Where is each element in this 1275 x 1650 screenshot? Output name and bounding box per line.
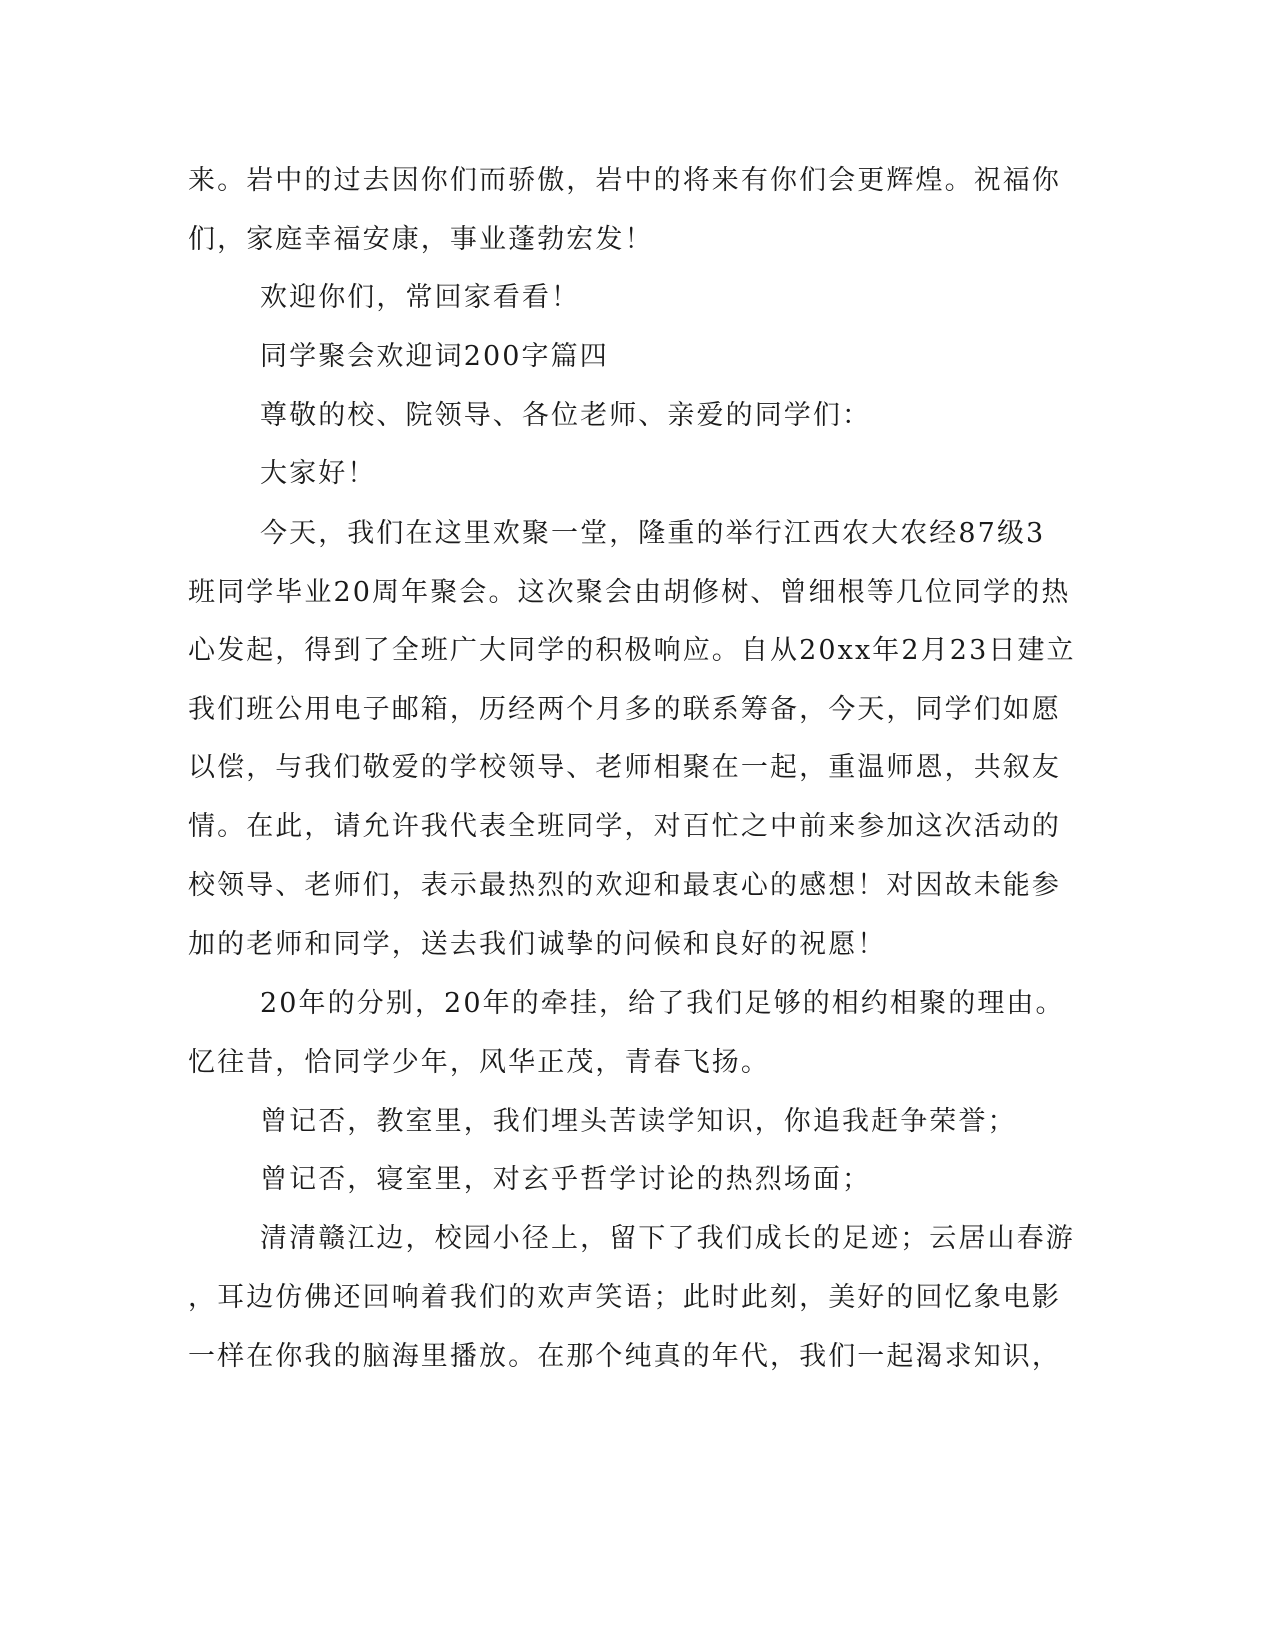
text-line: 今天，我们在这里欢聚一堂，隆重的举行江西农大农经87级3 (260, 518, 1046, 549)
text-line: 清清赣江边，校园小径上，留下了我们成长的足迹；云居山春游 (260, 1223, 1075, 1254)
text-line: 欢迎你们，常回家看看！ (260, 282, 581, 313)
text-line: 心发起，得到了全班广大同学的积极响应。自从20xx年2月23日建立 (188, 635, 1076, 666)
text-line: 来。岩中的过去因你们而骄傲，岩中的将来有你们会更辉煌。祝福你 (188, 165, 1061, 196)
text-line: 校领导、老师们，表示最热烈的欢迎和最衷心的感想！对因故未能参 (188, 870, 1061, 901)
text-line: 一样在你我的脑海里播放。在那个纯真的年代，我们一起渴求知识， (188, 1341, 1061, 1372)
text-line: 20年的分别，20年的牵挂，给了我们足够的相约相聚的理由。 (260, 988, 1065, 1019)
text-line: ，耳边仿佛还回响着我们的欢声笑语；此时此刻，美好的回忆象电影 (188, 1282, 1061, 1313)
text-line: 加的老师和同学，送去我们诚挚的问候和良好的祝愿！ (188, 929, 887, 960)
text-line: 以偿，与我们敬爱的学校领导、老师相聚在一起，重温师恩，共叙友 (188, 752, 1061, 783)
text-line: 曾记否，寝室里，对玄乎哲学讨论的热烈场面； (260, 1164, 872, 1195)
text-line: 们，家庭幸福安康，事业蓬勃宏发！ (188, 224, 654, 255)
text-line: 忆往昔，恰同学少年，风华正茂，青春飞扬。 (188, 1047, 770, 1078)
text-line: 情。在此，请允许我代表全班同学，对百忙之中前来参加这次活动的 (188, 811, 1061, 842)
text-line: 曾记否，教室里，我们埋头苦读学知识，你追我赶争荣誉； (260, 1106, 1017, 1137)
section-heading: 同学聚会欢迎词200字篇四 (260, 341, 609, 372)
text-line: 我们班公用电子邮箱，历经两个月多的联系筹备，今天，同学们如愿 (188, 694, 1061, 725)
text-line: 班同学毕业20周年聚会。这次聚会由胡修树、曾细根等几位同学的热 (188, 577, 1071, 608)
greeting: 大家好！ (260, 458, 377, 489)
salutation: 尊敬的校、院领导、各位老师、亲爱的同学们： (260, 400, 872, 431)
